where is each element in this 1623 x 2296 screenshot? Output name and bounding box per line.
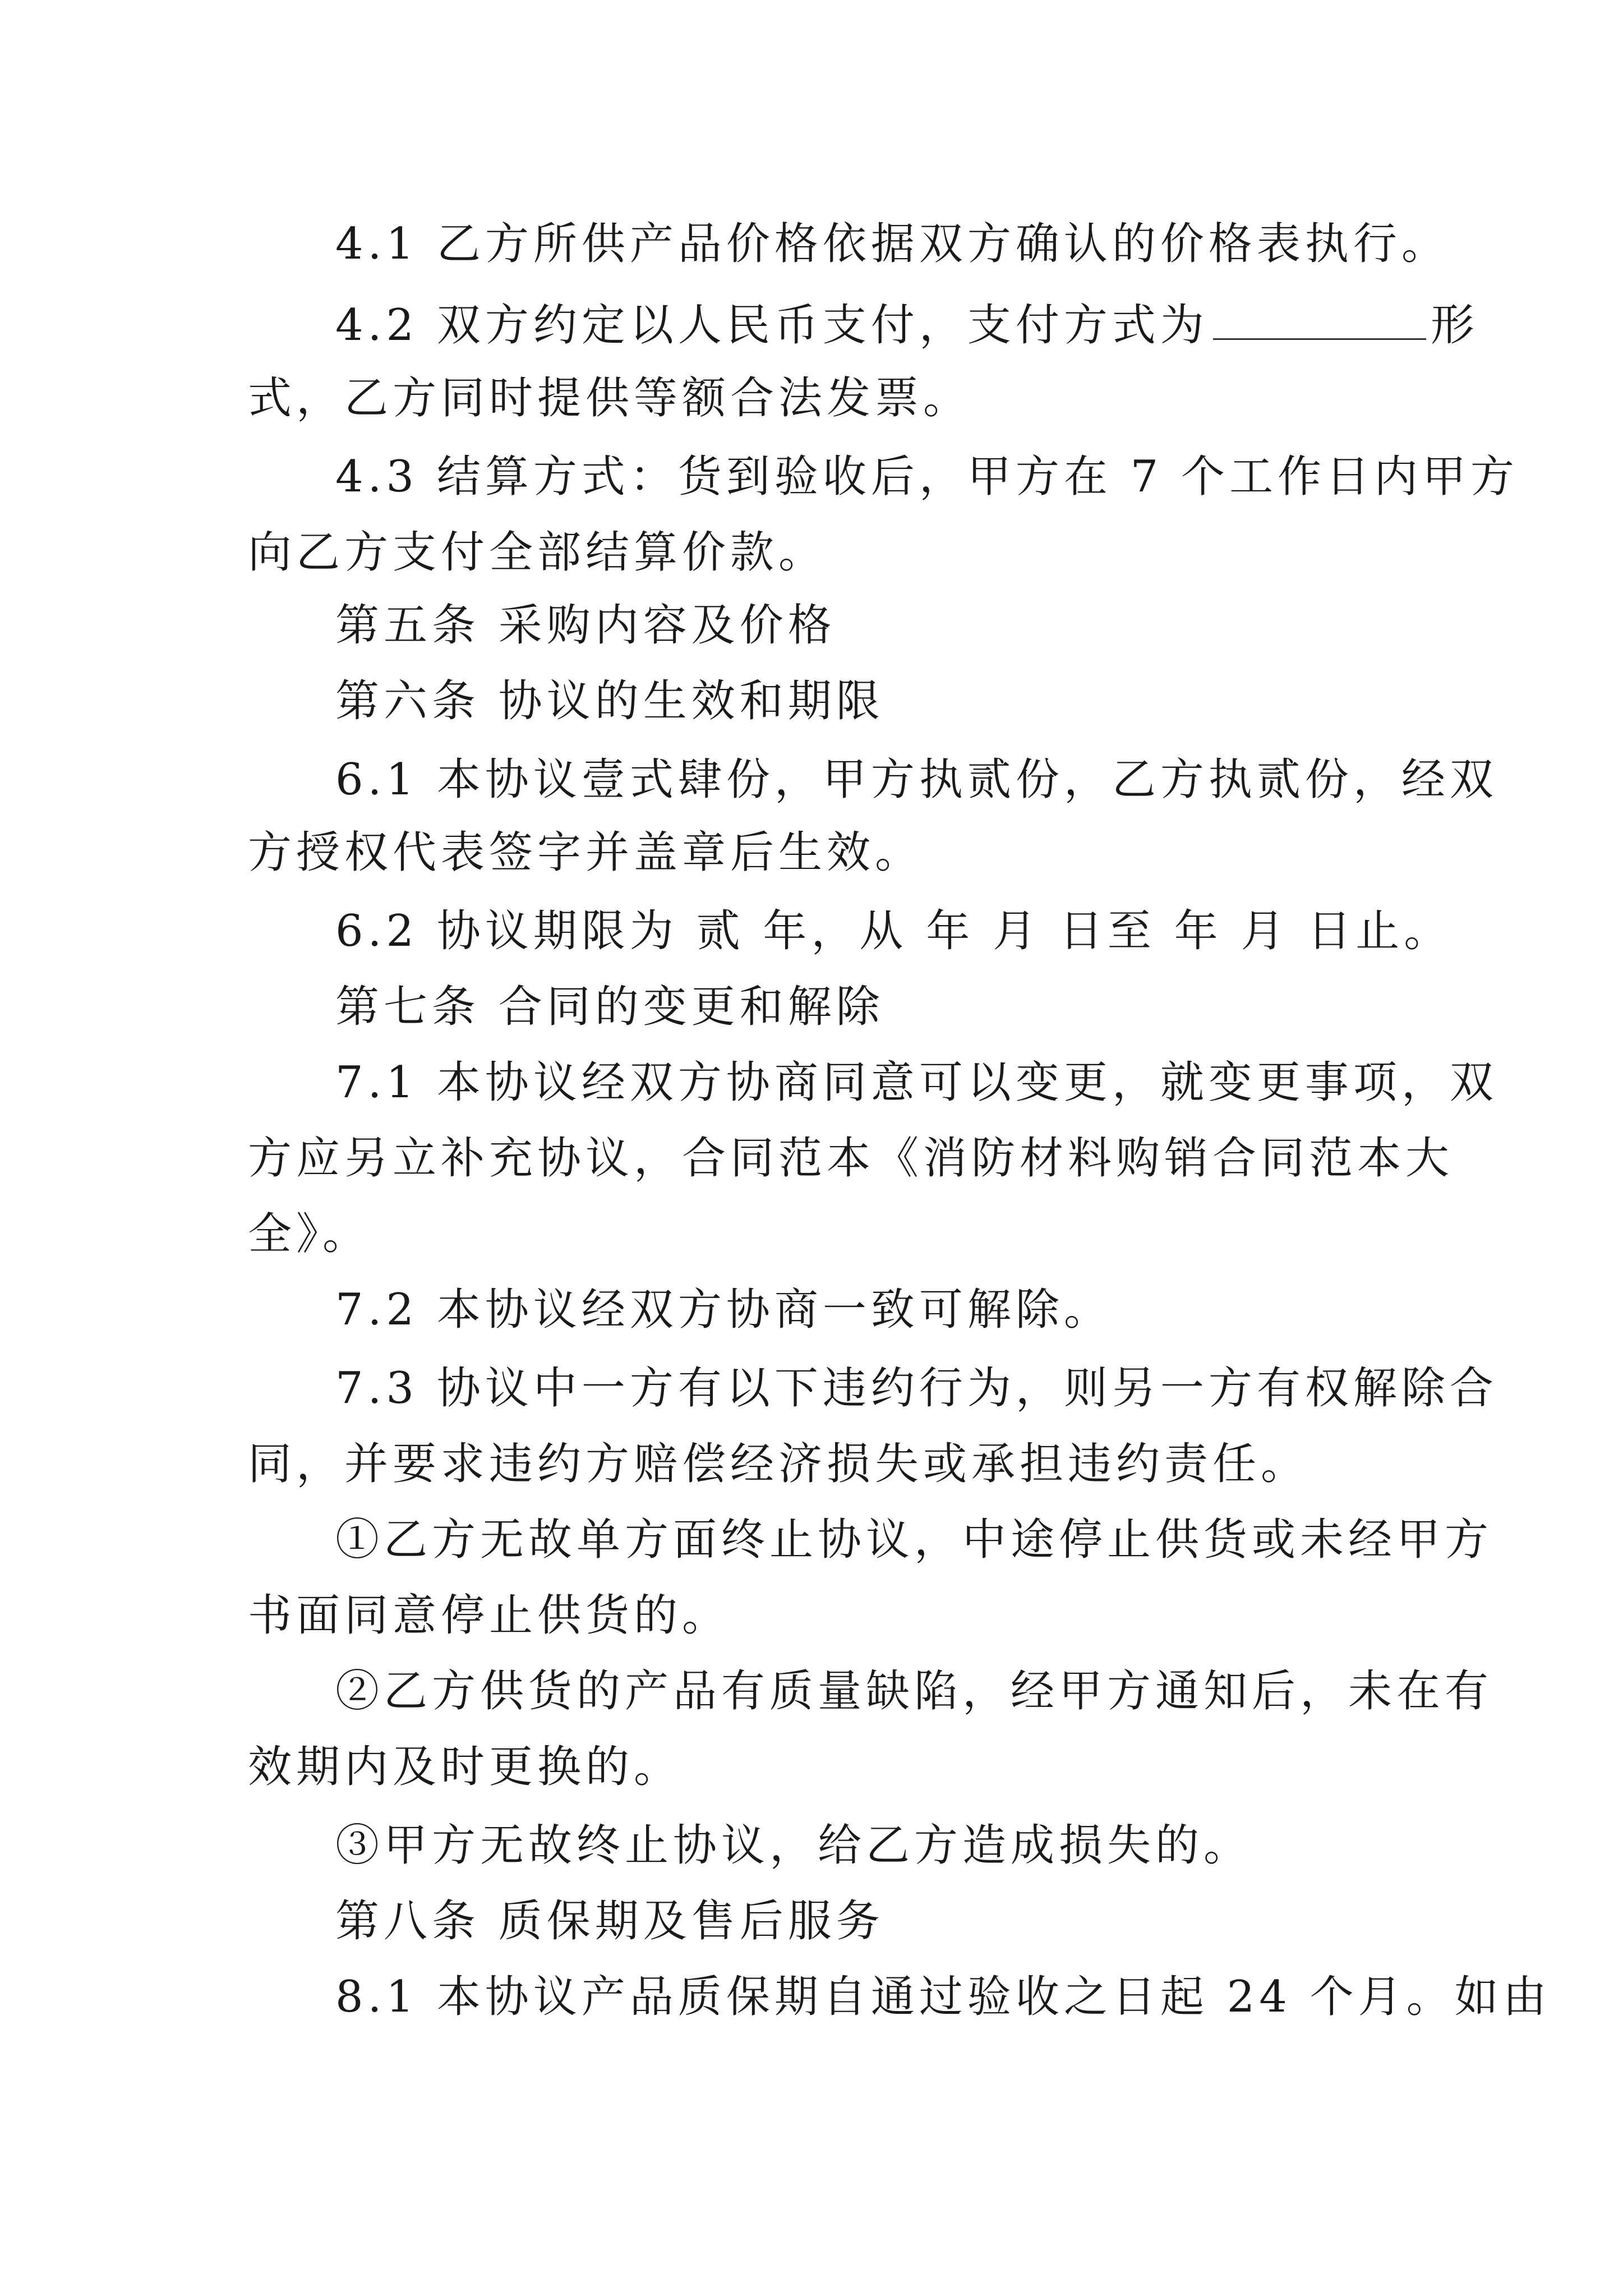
clause-4-2-line2: 式，乙方同时提供等额合法发票。 (248, 373, 972, 424)
clause-6-2: 6.2 协议期限为 贰 年，从 年 月 日至 年 月 日止。 (335, 906, 1453, 956)
article-5-heading: 第五条 采购内容及价格 (335, 600, 836, 651)
payment-method-blank (1213, 301, 1426, 340)
breach-item-2-line2: 效期内及时更换的。 (248, 1742, 683, 1792)
article-7-heading: 第七条 合同的变更和解除 (335, 982, 884, 1032)
clause-7-3-line2: 同，并要求违约方赔偿经济损失或承担违约责任。 (248, 1439, 1310, 1489)
clause-4-3-line2: 向乙方支付全部结算价款。 (248, 527, 827, 578)
article-6-heading: 第六条 协议的生效和期限 (335, 676, 884, 726)
breach-item-1-line1: ①乙方无故单方面终止协议，中途停止供货或未经甲方 (335, 1515, 1493, 1565)
clause-7-2: 7.2 本协议经双方协商一致可解除。 (335, 1285, 1112, 1335)
clause-4-1: 4.1 乙方所供产品价格依据双方确认的价格表执行。 (335, 219, 1450, 269)
clause-6-1-line1: 6.1 本协议壹式肆份，甲方执贰份，乙方执贰份，经双 (335, 754, 1498, 805)
clause-7-1-line3: 全》。 (248, 1209, 371, 1259)
clause-4-2-tail: 形 (1430, 300, 1479, 351)
clause-7-3-line1: 7.3 协议中一方有以下违约行为，则另一方有权解除合 (335, 1363, 1498, 1414)
breach-item-2-line1: ②乙方供货的产品有质量缺陷，经甲方通知后，未在有 (335, 1666, 1493, 1717)
clause-7-1-line2: 方应另立补充协议，合同范本《消防材料购销合同范本大 (248, 1133, 1454, 1184)
clause-4-2-text: 4.2 双方约定以人民币支付，支付方式为 (335, 300, 1209, 351)
clause-6-1-line2: 方授权代表签字并盖章后生效。 (248, 827, 924, 878)
breach-item-1-line2: 书面同意停止供货的。 (248, 1590, 731, 1641)
clause-4-2-line1 (335, 297, 1479, 353)
breach-item-3: ③甲方无故终止协议，给乙方造成损失的。 (335, 1820, 1252, 1871)
article-8-heading: 第八条 质保期及售后服务 (335, 1896, 884, 1947)
clause-7-1-line1: 7.1 本协议经双方协商同意可以变更，就变更事项，双 (335, 1057, 1498, 1108)
clause-8-1: 8.1 本协议产品质保期自通过验收之日起 24 个月。如由 (335, 1972, 1551, 2022)
clause-4-3-line1: 4.3 结算方式：货到验收后，甲方在 7 个工作日内甲方 (335, 452, 1519, 502)
